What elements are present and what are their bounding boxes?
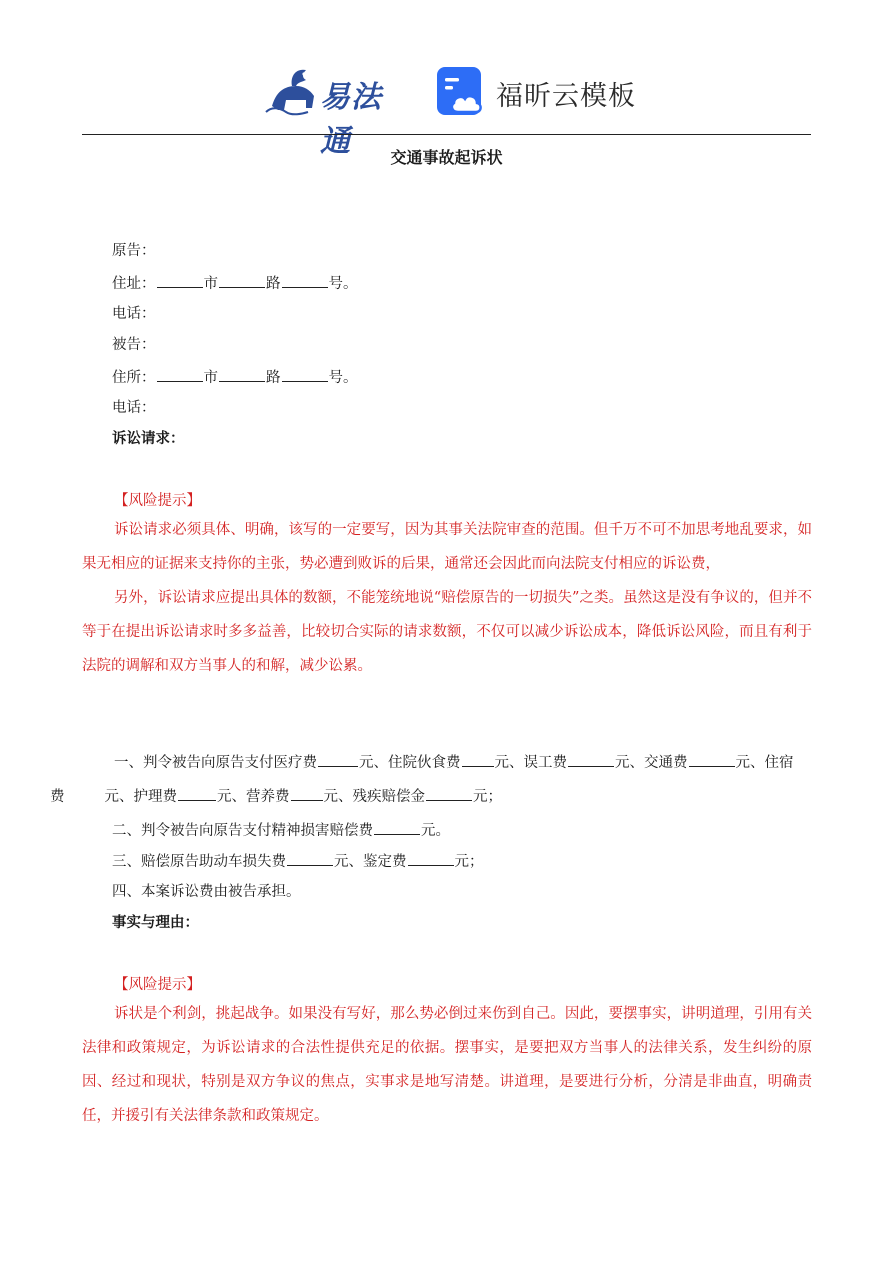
yifatong-logo bbox=[262, 62, 412, 159]
city-label: 市 bbox=[203, 370, 218, 386]
number-label: 号。 bbox=[328, 370, 358, 386]
plaintiff-label: 原告： bbox=[112, 243, 156, 259]
claim-4: 四、本案诉讼费由被告承担。 bbox=[112, 884, 301, 900]
document-title: 交通事故起诉状 bbox=[390, 148, 503, 167]
fuxin-logo-text: 福昕云模板 bbox=[496, 81, 636, 112]
fuxin-logo bbox=[436, 66, 636, 118]
blank-city bbox=[157, 273, 203, 288]
risk-tip-text-2: 另外，诉讼请求应提出具体的数额，不能笼统地说“赔偿原告的一切损失”之类。虽然这是没有争议的，但并不等于在提出诉讼请求时多多益善，比较切合实际的请求数额，不仅可以减少诉讼成本，降低诉讼风险，而且有利于法院的调解和双方当事人的和解，减少讼累。 bbox=[82, 590, 812, 674]
phone-label: 电话： bbox=[112, 306, 156, 322]
plaintiff-line bbox=[112, 241, 156, 261]
number-label: 号。 bbox=[328, 276, 358, 292]
plaintiff-address-line bbox=[112, 273, 358, 294]
fuxin-cloud-icon bbox=[436, 66, 488, 118]
defendant-line bbox=[112, 335, 156, 355]
claim-1: 一、判令被告向原告支付医疗费 元、住院伙食费 元、误工费 元、交通费 元、住宿 费 元、护理费 元、营养费 元、残疾赔偿金 元； bbox=[82, 746, 812, 814]
defendant-label: 被告： bbox=[112, 337, 156, 353]
blank-number bbox=[282, 273, 328, 288]
facts-heading: 事实与理由： bbox=[112, 915, 199, 931]
risk-tip-text: 诉讼请求必须具体、明确，该写的一定要写，因为其事关法院审查的范围。但千万不可不加思考地乱要求，如果无相应的证据来支持你的主张，势必遭到败诉的后果，通常还会因此而向法院支付相应的诉讼费， bbox=[82, 522, 812, 572]
claim-3: 三、赔偿原告助动车损失费 元、鉴定费 元； bbox=[112, 851, 484, 872]
blank-road bbox=[219, 273, 265, 288]
qilin-icon bbox=[262, 62, 322, 118]
road-label: 路 bbox=[266, 276, 281, 292]
blank-city bbox=[157, 367, 203, 382]
defendant-phone-line bbox=[112, 398, 156, 418]
claims-heading: 诉讼请求： bbox=[112, 431, 185, 447]
risk-tip-title: 【风险提示】 bbox=[114, 493, 201, 509]
defendant-address-line bbox=[112, 367, 358, 388]
city-label: 市 bbox=[203, 276, 218, 292]
plaintiff-phone-line bbox=[112, 304, 156, 324]
phone-label: 电话： bbox=[112, 400, 156, 416]
header-divider bbox=[82, 134, 811, 135]
blank-road bbox=[219, 367, 265, 382]
residence-label: 住所： bbox=[112, 370, 156, 386]
road-label: 路 bbox=[266, 370, 281, 386]
address-label: 住址： bbox=[112, 276, 156, 292]
blank-number bbox=[282, 367, 328, 382]
yifatong-logo-text: 易法通 bbox=[320, 80, 382, 159]
risk-tip-title-2: 【风险提示】 bbox=[114, 977, 201, 993]
claim-2: 二、判令被告向原告支付精神损害赔偿费 元。 bbox=[112, 820, 450, 841]
risk-tip-text-3: 诉状是个利剑，挑起战争。如果没有写好，那么势必倒过来伤到自己。因此，要摆事实，讲明道理，引用有关法律和政策规定，为诉讼请求的合法性提供充足的依据。摆事实，是要把双方当事人的法律关系，发生纠纷的原因、经过和现状，特别是双方争议的焦点，实事求是地写清楚。讲道理，是要进行分析，分清是非曲直，明确责任，并援引有关法律条款和政策规定。 bbox=[82, 1006, 812, 1124]
